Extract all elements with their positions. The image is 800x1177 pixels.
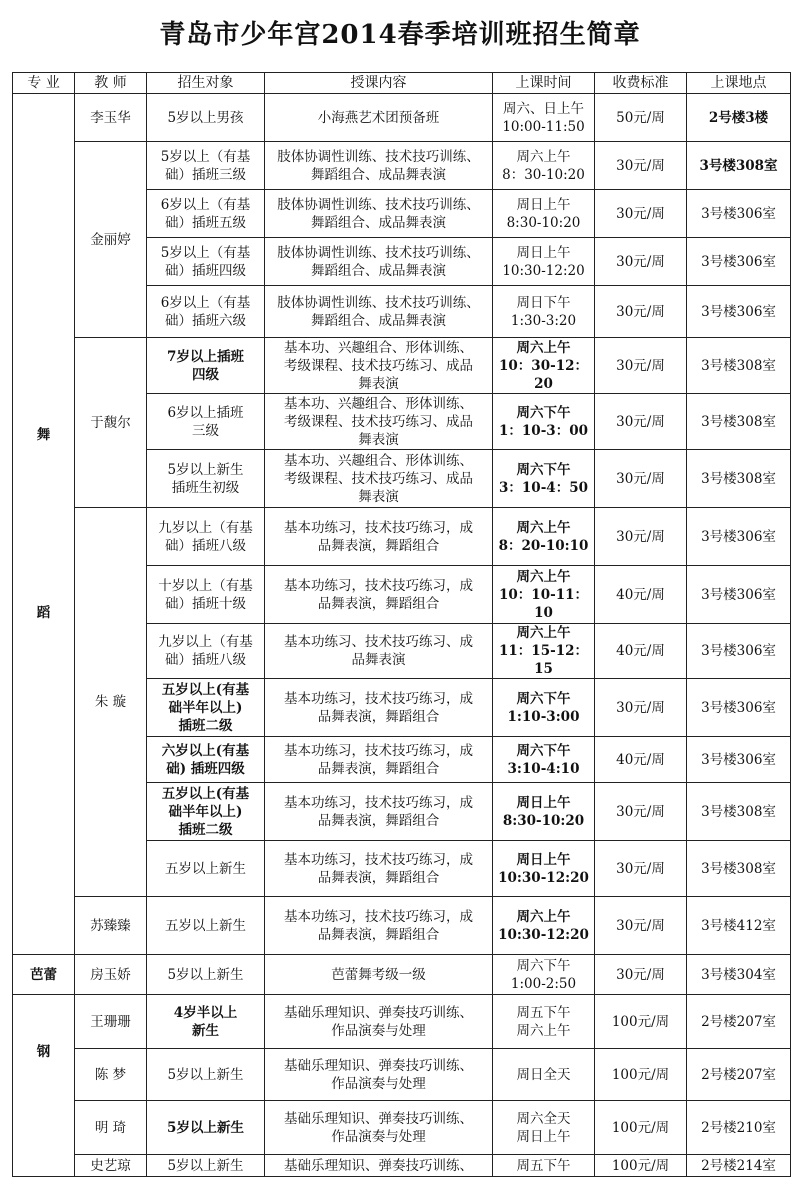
place-cell: 3号楼304室 — [687, 955, 791, 995]
time-cell: 周六上午 11：15-12：15 — [493, 624, 595, 679]
content-cell: 基础乐理知识、弹奏技巧训练、 作品演奏与处理 — [265, 995, 493, 1049]
fee-cell: 30元/周 — [595, 897, 687, 955]
place-cell: 3号楼308室 — [687, 394, 791, 450]
table-row — [13, 995, 791, 1049]
content-cell: 肢体协调性训练、技术技巧训练、 舞蹈组合、成品舞表演 — [265, 286, 493, 338]
target-cell: 九岁以上（有基 础）插班八级 — [147, 624, 265, 679]
content-cell: 基本功练习，技术技巧练习，成 品舞表演，舞蹈组合 — [265, 679, 493, 737]
content-cell: 基本功练习，技术技巧练习，成 品舞表演，舞蹈组合 — [265, 841, 493, 897]
table-header-row — [13, 73, 791, 94]
time-cell: 周六下午 3：10-4：50 — [493, 450, 595, 508]
fee-cell: 100元/周 — [595, 1101, 687, 1155]
page-title: 青岛市少年宫2014春季培训班招生简章 — [159, 20, 641, 50]
teacher-cell: 朱 璇 — [75, 508, 147, 897]
place-cell: 2号楼207室 — [687, 1049, 791, 1101]
time-cell: 周日下午 1:30-3:20 — [493, 286, 595, 338]
teacher-cell: 明 琦 — [75, 1101, 147, 1155]
target-cell: 九岁以上（有基 础）插班八级 — [147, 508, 265, 566]
content-cell: 基本功、兴趣组合、形体训练、 考级课程、技术技巧练习、成品 舞表演 — [265, 338, 493, 394]
fee-cell: 40元/周 — [595, 737, 687, 783]
time-cell: 周六上午 8：30-10:20 — [493, 142, 595, 190]
time-cell: 周六、日上午 10:00-11:50 — [493, 94, 595, 142]
fee-cell: 30元/周 — [595, 450, 687, 508]
place-cell: 3号楼308室 — [687, 783, 791, 841]
content-cell: 基础乐理知识、弹奏技巧训练、 — [265, 1155, 493, 1177]
target-cell: 7岁以上插班 四级 — [147, 338, 265, 394]
time-cell: 周五下午 — [493, 1155, 595, 1177]
content-cell: 基础乐理知识、弹奏技巧训练、 作品演奏与处理 — [265, 1101, 493, 1155]
content-cell: 基础乐理知识、弹奏技巧训练、 作品演奏与处理 — [265, 1049, 493, 1101]
fee-cell: 100元/周 — [595, 995, 687, 1049]
fee-cell: 40元/周 — [595, 624, 687, 679]
target-cell: 六岁以上(有基 础) 插班四级 — [147, 737, 265, 783]
place-cell: 2号楼210室 — [687, 1101, 791, 1155]
category-dance: 舞 蹈 — [13, 94, 75, 955]
table-row — [13, 1049, 791, 1101]
content-cell: 基本功、兴趣组合、形体训练、 考级课程、技术技巧练习、成品 舞表演 — [265, 450, 493, 508]
time-cell: 周六下午 1:10-3:00 — [493, 679, 595, 737]
fee-cell: 30元/周 — [595, 142, 687, 190]
teacher-cell: 陈 梦 — [75, 1049, 147, 1101]
teacher-cell: 房玉娇 — [75, 955, 147, 995]
time-cell: 周六全天 周日上午 — [493, 1101, 595, 1155]
teacher-cell: 王珊珊 — [75, 995, 147, 1049]
place-cell: 3号楼306室 — [687, 737, 791, 783]
table-row — [13, 1101, 791, 1155]
place-cell: 3号楼306室 — [687, 624, 791, 679]
place-cell: 3号楼308室 — [687, 450, 791, 508]
place-cell: 3号楼306室 — [687, 508, 791, 566]
place-cell: 3号楼306室 — [687, 286, 791, 338]
place-cell: 3号楼306室 — [687, 190, 791, 238]
table-row — [13, 955, 791, 995]
target-cell: 五岁以上新生 — [147, 841, 265, 897]
target-cell: 五岁以上新生 — [147, 897, 265, 955]
fee-cell: 100元/周 — [595, 1049, 687, 1101]
target-cell: 5岁以上新生 — [147, 1101, 265, 1155]
time-cell: 周日上午 8:30-10:20 — [493, 783, 595, 841]
table-row — [13, 508, 791, 566]
target-cell: 5岁以上新生 — [147, 955, 265, 995]
content-cell: 肢体协调性训练、技术技巧训练、 舞蹈组合、成品舞表演 — [265, 238, 493, 286]
teacher-cell: 于馥尔 — [75, 338, 147, 508]
time-cell: 周六下午 1:00-2:50 — [493, 955, 595, 995]
time-cell: 周六上午 10：10-11：10 — [493, 566, 595, 624]
header-target: 招生对象 — [147, 73, 265, 94]
fee-cell: 100元/周 — [595, 1155, 687, 1177]
header-fee: 收费标准 — [595, 73, 687, 94]
category-piano: 钢 — [13, 995, 75, 1177]
content-cell: 基本功练习，技术技巧练习，成 品舞表演，舞蹈组合 — [265, 566, 493, 624]
fee-cell: 50元/周 — [595, 94, 687, 142]
fee-cell: 30元/周 — [595, 394, 687, 450]
content-cell: 基本功练习，技术技巧练习，成 品舞表演，舞蹈组合 — [265, 897, 493, 955]
content-cell: 基本功练习，技术技巧练习，成 品舞表演，舞蹈组合 — [265, 783, 493, 841]
time-cell: 周日上午 8:30-10:20 — [493, 190, 595, 238]
place-cell: 3号楼308室 — [687, 338, 791, 394]
content-cell: 肢体协调性训练、技术技巧训练、 舞蹈组合、成品舞表演 — [265, 190, 493, 238]
teacher-cell: 苏臻臻 — [75, 897, 147, 955]
target-cell: 5岁以上新生 插班生初级 — [147, 450, 265, 508]
fee-cell: 30元/周 — [595, 955, 687, 995]
table-row — [13, 338, 791, 394]
target-cell: 6岁以上（有基 础）插班六级 — [147, 286, 265, 338]
place-cell: 2号楼3楼 — [687, 94, 791, 142]
content-cell: 基本功练习，技术技巧练习，成 品舞表演，舞蹈组合 — [265, 737, 493, 783]
time-cell: 周日上午 10:30-12:20 — [493, 841, 595, 897]
fee-cell: 30元/周 — [595, 286, 687, 338]
content-cell: 芭蕾舞考级一级 — [265, 955, 493, 995]
table-row — [13, 897, 791, 955]
target-cell: 6岁以上（有基 础）插班五级 — [147, 190, 265, 238]
fee-cell: 30元/周 — [595, 338, 687, 394]
header-place: 上课地点 — [687, 73, 791, 94]
time-cell: 周六上午 8：20-10:10 — [493, 508, 595, 566]
fee-cell: 40元/周 — [595, 566, 687, 624]
content-cell: 基本功、兴趣组合、形体训练、 考级课程、技术技巧练习、成品 舞表演 — [265, 394, 493, 450]
table-row — [13, 142, 791, 190]
schedule-table — [12, 72, 791, 1177]
header-time: 上课时间 — [493, 73, 595, 94]
content-cell: 肢体协调性训练、技术技巧训练、 舞蹈组合、成品舞表演 — [265, 142, 493, 190]
time-cell: 周日上午 10:30-12:20 — [493, 238, 595, 286]
place-cell: 3号楼306室 — [687, 238, 791, 286]
time-cell: 周六下午 3:10-4:10 — [493, 737, 595, 783]
category-ballet: 芭蕾 — [13, 955, 75, 995]
content-cell: 基本功练习，技术技巧练习，成 品舞表演，舞蹈组合 — [265, 508, 493, 566]
teacher-cell: 金丽婷 — [75, 142, 147, 338]
teacher-cell: 史艺琼 — [75, 1155, 147, 1177]
time-cell: 周六上午 10:30-12:20 — [493, 897, 595, 955]
fee-cell: 30元/周 — [595, 238, 687, 286]
header-content: 授课内容 — [265, 73, 493, 94]
time-cell: 周日全天 — [493, 1049, 595, 1101]
target-cell: 5岁以上新生 — [147, 1049, 265, 1101]
target-cell: 6岁以上插班 三级 — [147, 394, 265, 450]
target-cell: 5岁以上新生 — [147, 1155, 265, 1177]
fee-cell: 30元/周 — [595, 679, 687, 737]
target-cell: 5岁以上（有基 础）插班四级 — [147, 238, 265, 286]
header-major: 专 业 — [13, 73, 75, 94]
place-cell: 3号楼308室 — [687, 142, 791, 190]
table-row — [13, 94, 791, 142]
target-cell: 十岁以上（有基 础）插班十级 — [147, 566, 265, 624]
content-cell: 小海燕艺术团预备班 — [265, 94, 493, 142]
place-cell: 3号楼306室 — [687, 566, 791, 624]
header-teacher: 教 师 — [75, 73, 147, 94]
place-cell: 3号楼306室 — [687, 679, 791, 737]
teacher-cell: 李玉华 — [75, 94, 147, 142]
target-cell: 五岁以上(有基 础半年以上) 插班二级 — [147, 679, 265, 737]
table-row — [13, 1155, 791, 1177]
fee-cell: 30元/周 — [595, 783, 687, 841]
target-cell: 5岁以上男孩 — [147, 94, 265, 142]
target-cell: 5岁以上（有基 础）插班三级 — [147, 142, 265, 190]
place-cell: 3号楼412室 — [687, 897, 791, 955]
place-cell: 2号楼207室 — [687, 995, 791, 1049]
target-cell: 五岁以上(有基 础半年以上) 插班二级 — [147, 783, 265, 841]
fee-cell: 30元/周 — [595, 190, 687, 238]
time-cell: 周五下午 周六上午 — [493, 995, 595, 1049]
fee-cell: 30元/周 — [595, 508, 687, 566]
time-cell: 周六下午 1：10-3：00 — [493, 394, 595, 450]
fee-cell: 30元/周 — [595, 841, 687, 897]
content-cell: 基本功练习、技术技巧练习、成 品舞表演 — [265, 624, 493, 679]
target-cell: 4岁半以上 新生 — [147, 995, 265, 1049]
time-cell: 周六上午 10：30-12：20 — [493, 338, 595, 394]
place-cell: 2号楼214室 — [687, 1155, 791, 1177]
place-cell: 3号楼308室 — [687, 841, 791, 897]
